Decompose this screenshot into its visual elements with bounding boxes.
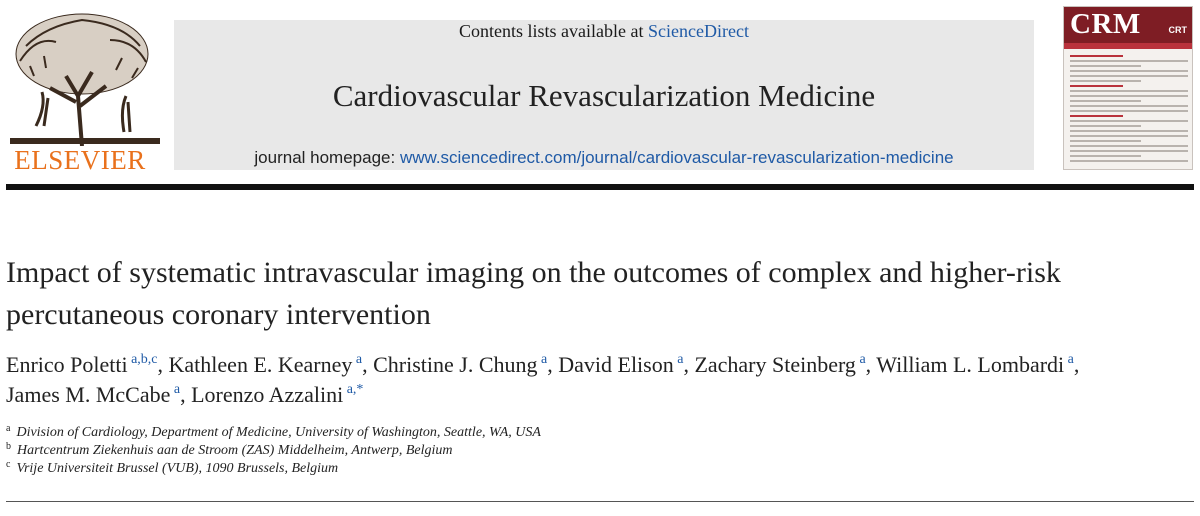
affiliation-text: Hartcentrum Ziekenhuis aan de Stroom (ZAS) Middelheim, Antwerp, Belgium <box>17 443 453 458</box>
affiliation-marker[interactable]: a,b,c <box>127 352 158 367</box>
author-name[interactable]: Enrico Poletti <box>6 352 128 377</box>
author-name[interactable]: Lorenzo Azzalini <box>191 382 344 407</box>
contents-prefix: Contents lists available at <box>459 21 648 41</box>
author-name[interactable]: Zachary Steinberg <box>694 352 856 377</box>
author-name[interactable]: William L. Lombardi <box>876 352 1065 377</box>
affiliation-marker[interactable]: a,* <box>343 382 364 397</box>
affiliation-marker[interactable]: a <box>855 352 866 367</box>
author-entry <box>373 352 547 377</box>
homepage-line <box>174 148 1034 168</box>
author-separator: , <box>683 352 695 377</box>
journal-header <box>0 0 1200 190</box>
author-name[interactable]: David Elison <box>558 352 674 377</box>
affiliation-marker[interactable]: a <box>170 382 181 397</box>
author-entry <box>6 352 158 377</box>
publisher-name: ELSEVIER <box>14 145 146 175</box>
cover-contents-lines <box>1070 55 1188 165</box>
author-entry <box>169 352 363 377</box>
author-separator: , <box>157 352 169 377</box>
journal-title: Cardiovascular Revascularization Medicine <box>332 78 876 113</box>
footer-divider <box>6 501 1194 502</box>
affiliation-entry <box>6 460 1006 478</box>
header-divider <box>6 184 1194 190</box>
author-separator: , <box>180 382 192 407</box>
author-entry <box>558 352 683 377</box>
affiliation-mark: a <box>6 423 11 434</box>
affiliation-entry <box>6 424 1006 442</box>
author-separator: , <box>547 352 559 377</box>
author-separator: , <box>1073 352 1080 377</box>
author-entry <box>694 352 865 377</box>
contents-line <box>174 20 1034 42</box>
affiliation-marker[interactable]: a <box>1064 352 1074 367</box>
article-title: Impact of systematic intravascular imaging on the outcomes of complex and higher-risk percutaneous coronary intervention <box>6 256 1061 331</box>
sciencedirect-link[interactable]: ScienceDirect <box>648 21 749 41</box>
journal-banner <box>174 20 1034 170</box>
author-separator: , <box>865 352 877 377</box>
affiliation-text: Division of Cardiology, Department of Medicine, University of Washington, Seattle, WA, USA <box>16 425 541 440</box>
author-name[interactable]: Kathleen E. Kearney <box>168 352 353 377</box>
homepage-label: journal homepage: <box>254 148 400 167</box>
author-name[interactable]: Christine J. Chung <box>373 352 538 377</box>
cover-badge: CRT <box>1168 25 1187 35</box>
affiliation-mark: c <box>6 459 11 470</box>
affiliation-entry <box>6 442 1006 460</box>
author-entry <box>6 382 180 407</box>
affiliation-list <box>6 424 1006 478</box>
cover-masthead <box>1064 7 1192 43</box>
author-entry <box>191 382 363 407</box>
affiliation-text: Vrije Universiteit Brussel (VUB), 1090 Brussels, Belgium <box>16 461 339 476</box>
author-list <box>6 350 1186 410</box>
affiliation-mark: b <box>6 441 11 452</box>
cover-stripe <box>1064 43 1192 49</box>
affiliation-marker[interactable]: a <box>352 352 363 367</box>
author-entry <box>876 352 1074 377</box>
homepage-link[interactable]: www.sciencedirect.com/journal/cardiovascular-revascularization-medicine <box>399 148 954 167</box>
journal-cover-thumbnail-icon <box>1063 6 1193 170</box>
affiliation-marker[interactable]: a <box>673 352 684 367</box>
author-separator: , <box>362 352 374 377</box>
cover-abbreviation: CRM <box>1070 8 1141 40</box>
affiliation-marker[interactable]: a <box>537 352 548 367</box>
author-name[interactable]: James M. McCabe <box>6 382 171 407</box>
